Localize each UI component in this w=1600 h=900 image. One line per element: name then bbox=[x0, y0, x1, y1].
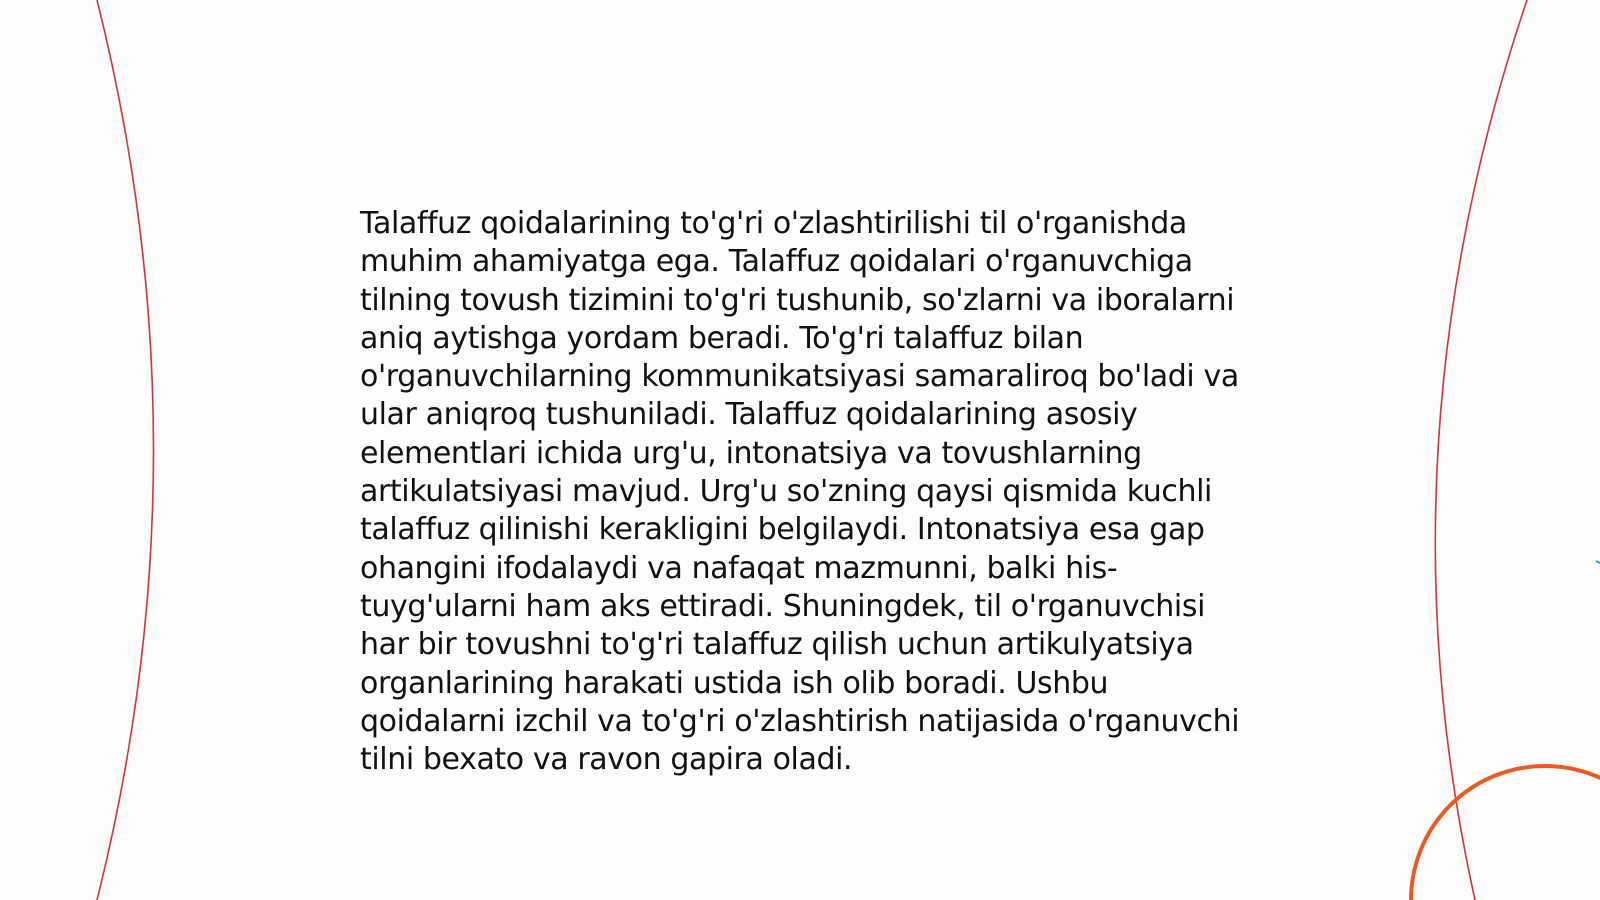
teal-edge-mark bbox=[1596, 561, 1600, 563]
left-arc-line bbox=[97, 0, 154, 900]
body-paragraph: Talaffuz qoidalarining to'g'ri o'zlashtirilishi til o'rganishda muhim ahamiyatga ega. Talaffuz qoidalari o'rganuvchiga tilning tovush tizimini to'g'ri tushunib, so'zlarni va iboralarni aniq aytishga yordam beradi. To'g'ri talaffuz bilan o'rganuvchilarning kommunikatsiyasi samaraliroq bo'ladi va ular aniqroq tushuniladi. Talaffuz qoidalarining asosiy elementlari ichida urg'u, intonatsiya va tovushlarning artikulatsiyasi mavjud. Urg'u so'zning qaysi qismida kuchli talaffuz qilinishi kerakligini belgilaydi. Intonatsiya esa gap ohangini ifodalaydi va nafaqat mazmunni, balki his-tuyg'ularni ham aks ettiradi. Shuningdek, til o'rganuvchisi har bir tovushni to'g'ri talaffuz qilish uchun artikulyatsiya organlarining harakati ustida ish olib boradi. Ushbu qoidalarni izchil va to'g'ri o'zlashtirish natijasida o'rganuvchi tilni bexato va ravon gapira oladi. bbox=[360, 206, 1240, 778]
right-arc-line bbox=[1435, 0, 1527, 900]
orange-circle-outline bbox=[1411, 766, 1600, 900]
